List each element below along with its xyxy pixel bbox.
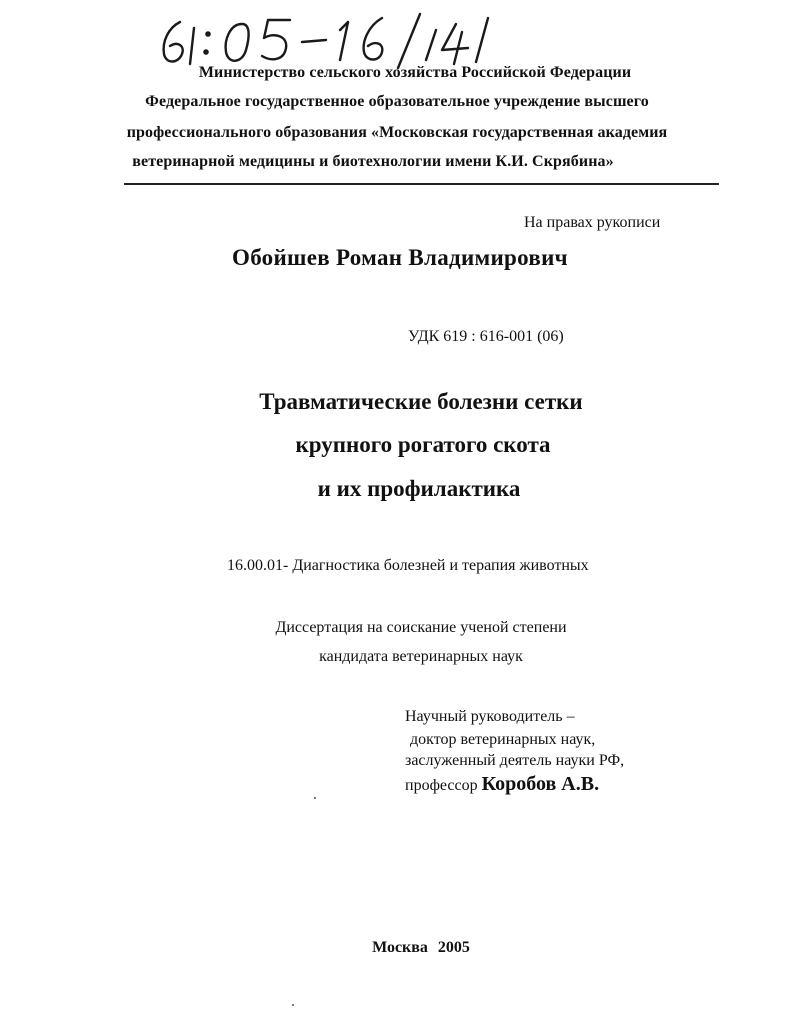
supervisor-name: Коробов А.В.	[481, 773, 600, 795]
thesis-title-line-3: и их профилактика	[317, 476, 521, 501]
scan-speck	[314, 797, 316, 799]
scan-speck	[292, 1004, 294, 1006]
specialty-code: 16.00.01- Диагностика болезней и терапия животных	[227, 557, 589, 574]
degree-line-1: Диссертация на соискание ученой степени	[275, 619, 567, 636]
supervisor-title: профессор	[405, 777, 478, 794]
supervisor-role: Научный руководитель –	[405, 708, 575, 725]
udk-code: УДК 619 : 616-001 (06)	[408, 328, 564, 345]
degree-line-2: кандидата ветеринарных наук	[319, 648, 523, 665]
organization-line-2: Федеральное государственное образовательное учреждение высшего	[145, 93, 649, 110]
supervisor-degree: доктор ветеринарных наук,	[410, 731, 596, 748]
manuscript-rights: На правах рукописи	[524, 214, 661, 231]
organization-line-1: Министерство сельского хозяйства Российской Федерации	[198, 64, 632, 81]
author-name: Обойшев Роман Владимирович	[232, 245, 568, 270]
thesis-title-line-1: Травматические болезни сетки	[259, 389, 583, 414]
organization-line-3: профессионального образования «Московская государственная академия	[126, 124, 668, 141]
organization-line-4: ветеринарной медицины и биотехнологии имени К.И. Скрябина»	[132, 153, 614, 170]
supervisor-honor: заслуженный деятель науки РФ,	[405, 752, 625, 769]
supervisor-name-line	[405, 773, 599, 796]
city-year: Москва 2005	[372, 939, 470, 956]
header-divider	[124, 183, 719, 185]
thesis-title-line-2: крупного рогатого скота	[295, 432, 551, 457]
